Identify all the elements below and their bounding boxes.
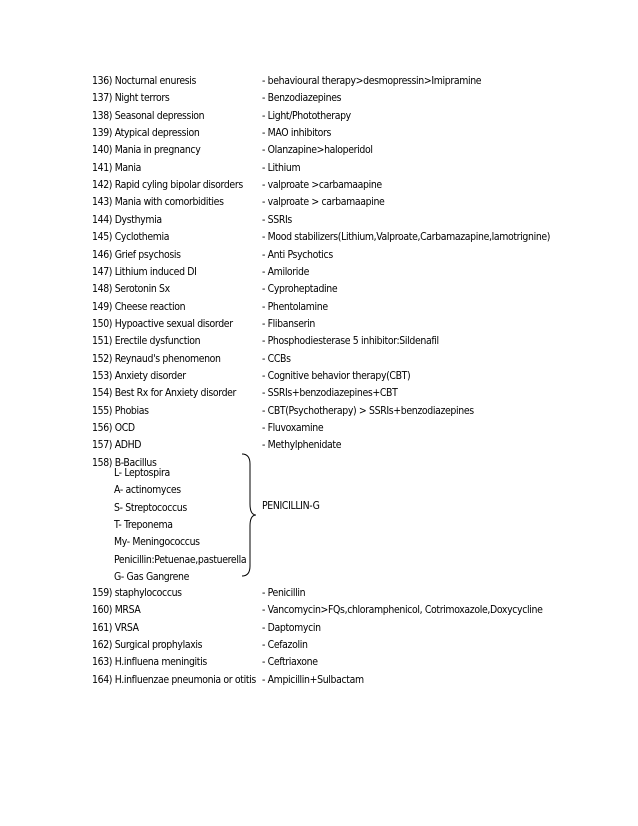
organism-item: G- Gas Gangrene [114, 571, 190, 584]
treatment-text: - Anti Psychotics [262, 248, 333, 261]
condition-text: 140) Mania in pregnancy [92, 144, 201, 157]
list-item [92, 637, 612, 654]
condition-text: 164) H.influenzae pneumonia or otitis [92, 673, 256, 686]
treatment-text: - SSRIs [262, 213, 292, 226]
treatment-text: - Methylphenidate [262, 439, 342, 452]
list-item [92, 333, 612, 350]
treatment-text: - SSRIs+benzodiazepines+CBT [262, 387, 398, 400]
treatment-text: - Phentolamine [262, 300, 328, 313]
treatment-text: - CBT(Psychotherapy) > SSRIs+benzodiazepines [262, 404, 474, 417]
organism-item: A- actinomyces [114, 484, 181, 497]
list-item [92, 620, 612, 637]
condition-text: 155) Phobias [92, 404, 149, 417]
list-item [92, 264, 612, 281]
condition-text: 141) Mania [92, 161, 142, 174]
treatment-text: - Ampicillin+Sulbactam [262, 673, 364, 686]
treatment-text: - Ceftriaxone [262, 656, 318, 669]
condition-text: 150) Hypoactive sexual disorder [92, 317, 233, 330]
treatment-text: - Penicillin [262, 587, 306, 599]
condition-text: 153) Anxiety disorder [92, 369, 186, 382]
list-item [92, 90, 612, 107]
treatment-text: - Cognitive behavior therapy(CBT) [262, 369, 411, 382]
treatment-text: - Flibanserin [262, 317, 315, 330]
organism-item: S- Streptococcus [114, 501, 187, 514]
list-item [92, 194, 612, 211]
condition-text: 149) Cheese reaction [92, 300, 186, 313]
condition-text: 143) Mania with comorbidities [92, 196, 224, 209]
condition-text: 157) ADHD [92, 439, 142, 452]
list-item [92, 125, 612, 142]
list-item [92, 316, 612, 333]
list-item [92, 177, 612, 194]
list-item [92, 299, 612, 316]
condition-text: 136) Nocturnal enuresis [92, 75, 197, 87]
condition-text: 158) B-Bacillus [92, 456, 157, 469]
condition-text: 142) Rapid cyling bipolar disorders [92, 179, 243, 192]
treatment-text: - behavioural therapy>desmopressin>Imipramine [262, 75, 482, 87]
condition-text: 162) Surgical prophylaxis [92, 639, 203, 652]
treatment-text: - Daptomycin [262, 621, 321, 634]
condition-text: 161) VRSA [92, 621, 139, 634]
condition-text: 154) Best Rx for Anxiety disorder [92, 387, 237, 400]
condition-text: 146) Grief psychosis [92, 248, 181, 261]
treatment-text: - Benzodiazepines [262, 92, 342, 105]
condition-text: 156) OCD [92, 422, 135, 434]
treatment-text: - Mood stabilizers(Lithium,Valproate,Carbamazapine,lamotrignine) [262, 231, 551, 244]
organism-item: My- Meningococcus [114, 536, 200, 549]
organism-item: T- Treponema [114, 519, 173, 532]
list-item [92, 585, 612, 602]
condition-text: 163) H.influena meningitis [92, 656, 207, 669]
treatment-text: - MAO inhibitors [262, 127, 332, 140]
condition-text: 138) Seasonal depression [92, 109, 205, 122]
list-item [92, 420, 612, 437]
treatment-text: - valproate > carbamaapine [262, 196, 385, 209]
list-item [92, 403, 612, 420]
treatment-text: - valproate >carbamaapine [262, 179, 382, 192]
treatment-text: - Vancomycin>FQs,chloramphenicol, Cotrimoxazole,Doxycycline [262, 604, 543, 617]
condition-text: 148) Serotonin Sx [92, 283, 170, 296]
penicillin-g-label: PENICILLIN-G [262, 500, 320, 512]
list-item [92, 437, 612, 454]
list-item [92, 73, 612, 90]
list-item [92, 385, 612, 402]
list-item [92, 455, 612, 472]
list-item [92, 654, 612, 671]
condition-text: 139) Atypical depression [92, 127, 200, 140]
list-item [92, 142, 612, 159]
list-item [92, 108, 612, 125]
list-item [92, 672, 612, 689]
list-item [92, 160, 612, 177]
treatment-text: - Amiloride [262, 265, 310, 278]
treatment-text: - CCBs [262, 352, 291, 365]
condition-text: 137) Night terrors [92, 92, 170, 105]
list-item [92, 281, 612, 298]
treatment-text: - Olanzapine>haloperidol [262, 144, 373, 157]
condition-text: 147) Lithium induced DI [92, 265, 197, 278]
condition-text: 145) Cyclothemia [92, 231, 170, 244]
treatment-text: - Cefazolin [262, 639, 308, 652]
list-item [92, 247, 612, 264]
treatment-text: - Lithium [262, 161, 301, 174]
treatment-text: - Fluvoxamine [262, 422, 324, 434]
condition-text: 152) Reynaud's phenomenon [92, 352, 221, 365]
list-item [92, 229, 612, 246]
organism-item: Penicillin:Petuenae,pastuerella [114, 553, 247, 566]
condition-text: 151) Erectile dysfunction [92, 335, 201, 348]
condition-text: 160) MRSA [92, 604, 141, 617]
treatment-text: - Phosphodiesterase 5 inhibitor:Sildenafil [262, 335, 439, 348]
condition-text: 144) Dysthymia [92, 213, 162, 226]
list-item [92, 602, 612, 619]
curly-brace-icon [238, 452, 258, 578]
treatment-text: - Light/Phototherapy [262, 109, 351, 122]
treatment-text: - Cyproheptadine [262, 283, 338, 296]
organism-item: L- Leptospira [114, 467, 170, 479]
list-item [92, 212, 612, 229]
list-item [92, 368, 612, 385]
condition-text: 159) staphylococcus [92, 587, 182, 599]
list-item [92, 351, 612, 368]
